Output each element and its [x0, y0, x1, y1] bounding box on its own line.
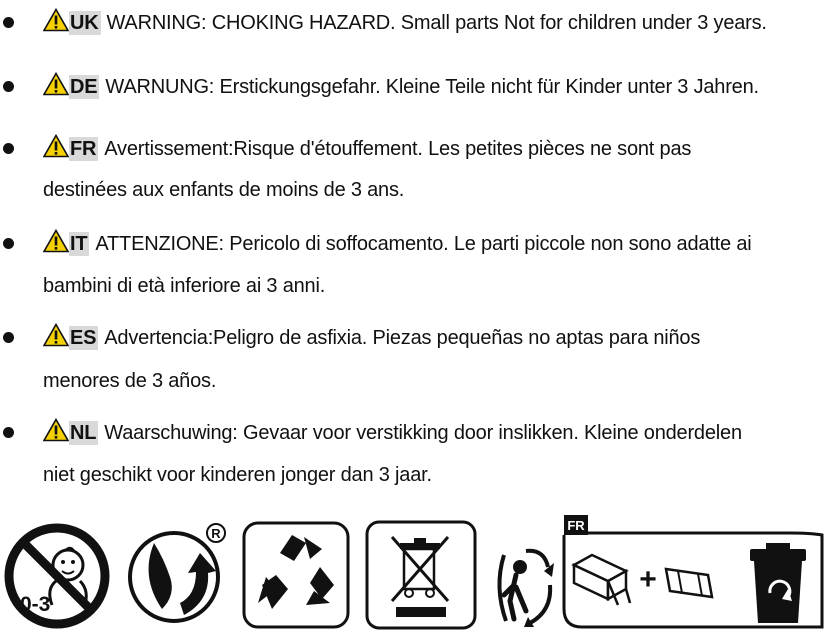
- warning-triangle-icon: [43, 418, 69, 442]
- sorting-info-icon: [560, 509, 828, 631]
- warning-line: [43, 72, 759, 99]
- registered-mark: R: [211, 526, 221, 541]
- language-code: ES: [70, 327, 97, 349]
- box-icon: [574, 555, 630, 605]
- recycling-bin-icon: [750, 543, 806, 623]
- language-code: DE: [70, 76, 98, 98]
- warning-triangle-icon: [43, 229, 69, 253]
- bullet: [3, 81, 14, 92]
- crossed-out-wheelie-bin-icon: [364, 519, 478, 631]
- triman-region-label: FR: [567, 518, 585, 533]
- warning-line: [43, 8, 767, 35]
- warning-text: Advertencia:Peligro de asfixia. Piezas pequeñas no aptas para niños: [104, 327, 701, 349]
- language-code: NL: [70, 422, 97, 444]
- language-code: FR: [70, 138, 97, 160]
- compliance-symbols-row: [0, 505, 830, 633]
- warning-line-continued: niet geschikt voor kinderen jonger dan 3 jaar.: [43, 464, 432, 486]
- bullet: [3, 17, 14, 28]
- warning-line: [43, 418, 742, 445]
- warning-triangle-icon: [43, 72, 69, 96]
- warning-triangle-icon: [43, 323, 69, 347]
- warning-triangle-icon: [43, 8, 69, 32]
- language-code: IT: [70, 233, 88, 255]
- plus-sign: +: [639, 563, 657, 596]
- bullet: [3, 427, 14, 438]
- warning-line: [43, 134, 691, 161]
- not-for-0-3-years-icon: [2, 521, 112, 631]
- warning-text: WARNING: CHOKING HAZARD. Small parts Not for children under 3 years.: [106, 12, 767, 34]
- bullet: [3, 143, 14, 154]
- warning-text: ATTENZIONE: Pericolo di soffocamento. Le parti piccole non sono adatte ai: [95, 233, 752, 255]
- warning-line: [43, 323, 700, 350]
- bullet: [3, 332, 14, 343]
- warning-text: Avertissement:Risque d'étouffement. Les petites pièces ne sont pas: [104, 138, 692, 160]
- language-code: UK: [70, 12, 99, 34]
- warning-line-continued: destinées aux enfants de moins de 3 ans.: [43, 179, 405, 201]
- bullet: [3, 238, 14, 249]
- warning-line-continued: bambini di età inferiore ai 3 anni.: [43, 275, 326, 297]
- warning-line-continued: menores de 3 años.: [43, 370, 217, 392]
- triman-icon: [490, 531, 560, 633]
- wrapper-icon: [666, 569, 712, 597]
- warning-text: Waarschuwing: Gevaar voor verstikking door inslikken. Kleine onderdelen: [104, 422, 742, 444]
- recycling-icon: [240, 519, 352, 631]
- green-dot-icon: [124, 515, 234, 631]
- warning-text: WARNUNG: Erstickungsgefahr. Kleine Teile nicht für Kinder unter 3 Jahren.: [105, 76, 759, 98]
- warning-triangle-icon: [43, 134, 69, 158]
- age-warning-label: 0-3: [20, 593, 51, 616]
- warning-line: [43, 229, 752, 256]
